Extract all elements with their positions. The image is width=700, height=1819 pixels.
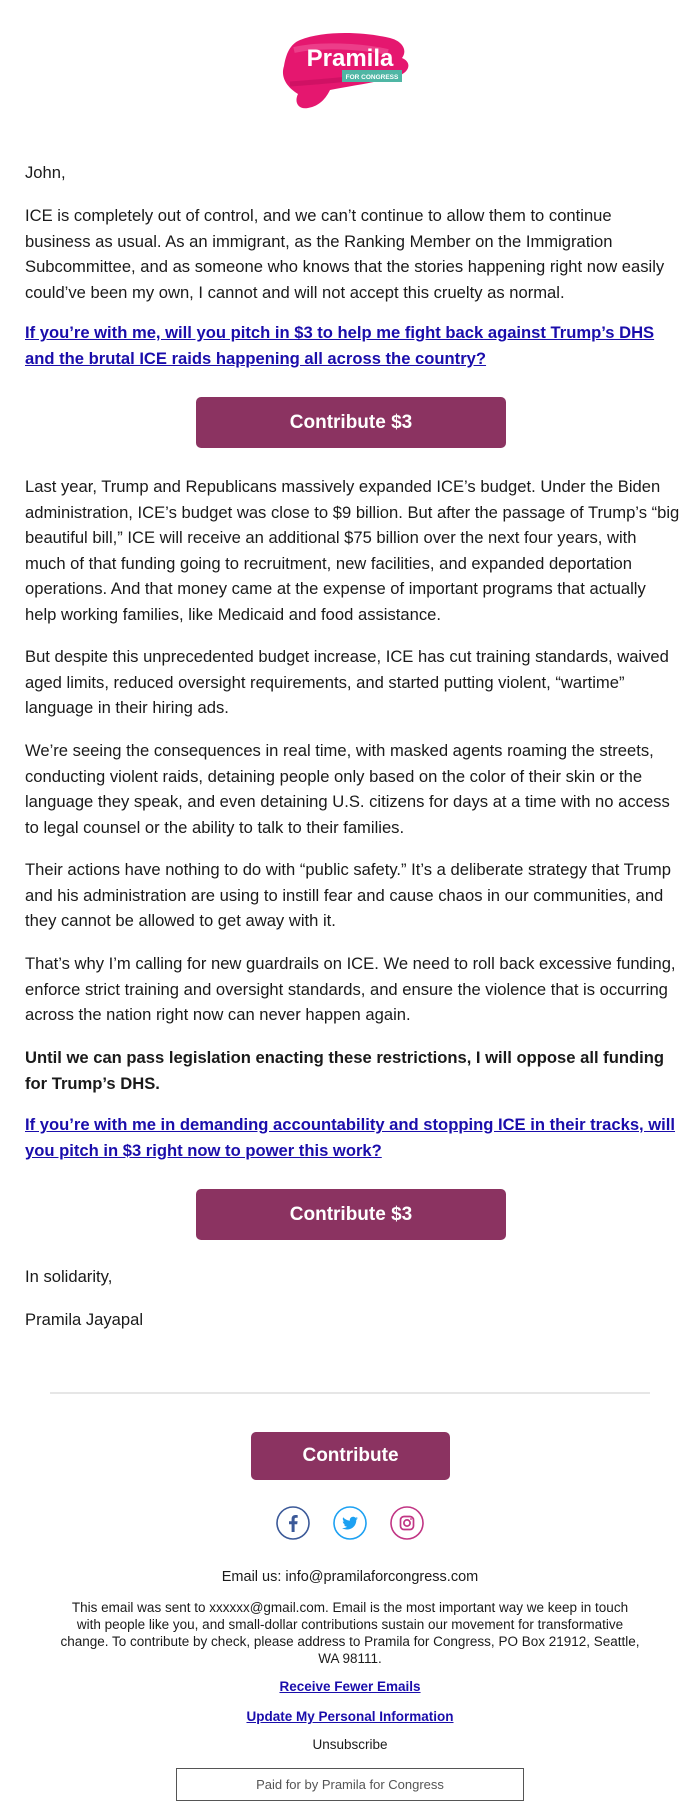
paragraph-budget: Last year, Trump and Republicans massively expanded ICE’s budget. Under the Biden administration, ICE’s budget was close to $9 billion. But after the passage of Trump’s “big beautiful bill,” ICE will receive an additional $75 billion over the next four years, with much of that funding going to recruitment, new facilities, and expanded deportation operations. And that money came at the expense of important programs that actually help working families, like Medicaid and food assistance. — [25, 477, 680, 624]
paragraph-standards: But despite this unprecedented budget increase, ICE has cut training standards, waived aged limits, reduced oversight requirements, and started putting violent, “wartime” language in their hiring ads. — [25, 647, 669, 718]
paragraph-guardrails: That’s why I’m calling for new guardrails on ICE. We need to roll back excessive funding, enforce strict training and oversight standards, and ensure the violence that is occurring across the nation right now can never happen again. — [25, 954, 676, 1025]
footer-contribute-button[interactable]: Contribute — [251, 1432, 450, 1480]
contribute-button-2[interactable]: Contribute $3 — [196, 1189, 506, 1240]
donate-link-1[interactable]: If you’re with me, will you pitch in $3 to help me fight back against Trump’s DHS and the brutal ICE raids happening all across the country? — [25, 323, 655, 368]
signature: Pramila Jayapal — [25, 1310, 144, 1329]
paragraph-intro: ICE is completely out of control, and we can’t continue to allow them to continue business as usual. As an immigrant, as the Ranking Member on the Immigration Subcommittee, and as someone who knows that the stories happening right now easily could’ve been my own, I cannot and will not accept this cruelty as normal. — [25, 206, 665, 302]
facebook-icon[interactable] — [276, 1506, 310, 1540]
instagram-icon[interactable] — [390, 1506, 424, 1540]
paragraph-oppose-funding: Until we can pass legislation enacting these restrictions, I will oppose all funding for Trump’s DHS. — [25, 1048, 664, 1093]
contact-email: Email us: info@pramilaforcongress.com — [221, 1569, 479, 1585]
pramila-logo[interactable] — [270, 28, 430, 118]
update-info-link[interactable]: Update My Personal Information — [246, 1709, 454, 1724]
contribute-button-1[interactable]: Contribute $3 — [196, 397, 506, 448]
twitter-icon[interactable] — [333, 1506, 367, 1540]
greeting: John, — [25, 163, 66, 182]
signoff: In solidarity, — [25, 1267, 113, 1286]
unsubscribe-link[interactable]: Unsubscribe — [312, 1737, 388, 1752]
donate-link-2[interactable]: If you’re with me in demanding accountability and stopping ICE in their tracks, will you pitch in $3 right now to power this work? — [25, 1115, 676, 1160]
footer-disclaimer: This email was sent to xxxxxx@gmail.com. Email is the most important way we keep in touch with people like you, and small-dollar contributions sustain our movement for transformative change. To contribute by check, please address to Pramila for Congress, PO Box 21912, Seattle, WA 98111. — [60, 1600, 640, 1666]
receive-fewer-emails-link[interactable]: Receive Fewer Emails — [279, 1679, 421, 1694]
paid-for-disclaimer: Paid for by Pramila for Congress — [176, 1768, 524, 1801]
paragraph-public-safety: Their actions have nothing to do with “public safety.” It’s a deliberate strategy that Trump and his administration are using to instill fear and cause chaos in our communities, and they cannot be allowed to get away with it. — [25, 860, 671, 931]
footer-divider — [50, 1392, 650, 1394]
logo-tagline: FOR CONGRESS — [345, 74, 399, 81]
logo-brush-icon — [270, 28, 430, 118]
logo-wordmark: Pramila — [306, 45, 394, 72]
paragraph-consequences: We’re seeing the consequences in real time, with masked agents roaming the streets, conducting violent raids, detaining people only based on the color of their skin or the language they speak, and even detaining U.S. citizens for days at a time with no access to legal counsel or the ability to talk to their families. — [25, 741, 670, 837]
